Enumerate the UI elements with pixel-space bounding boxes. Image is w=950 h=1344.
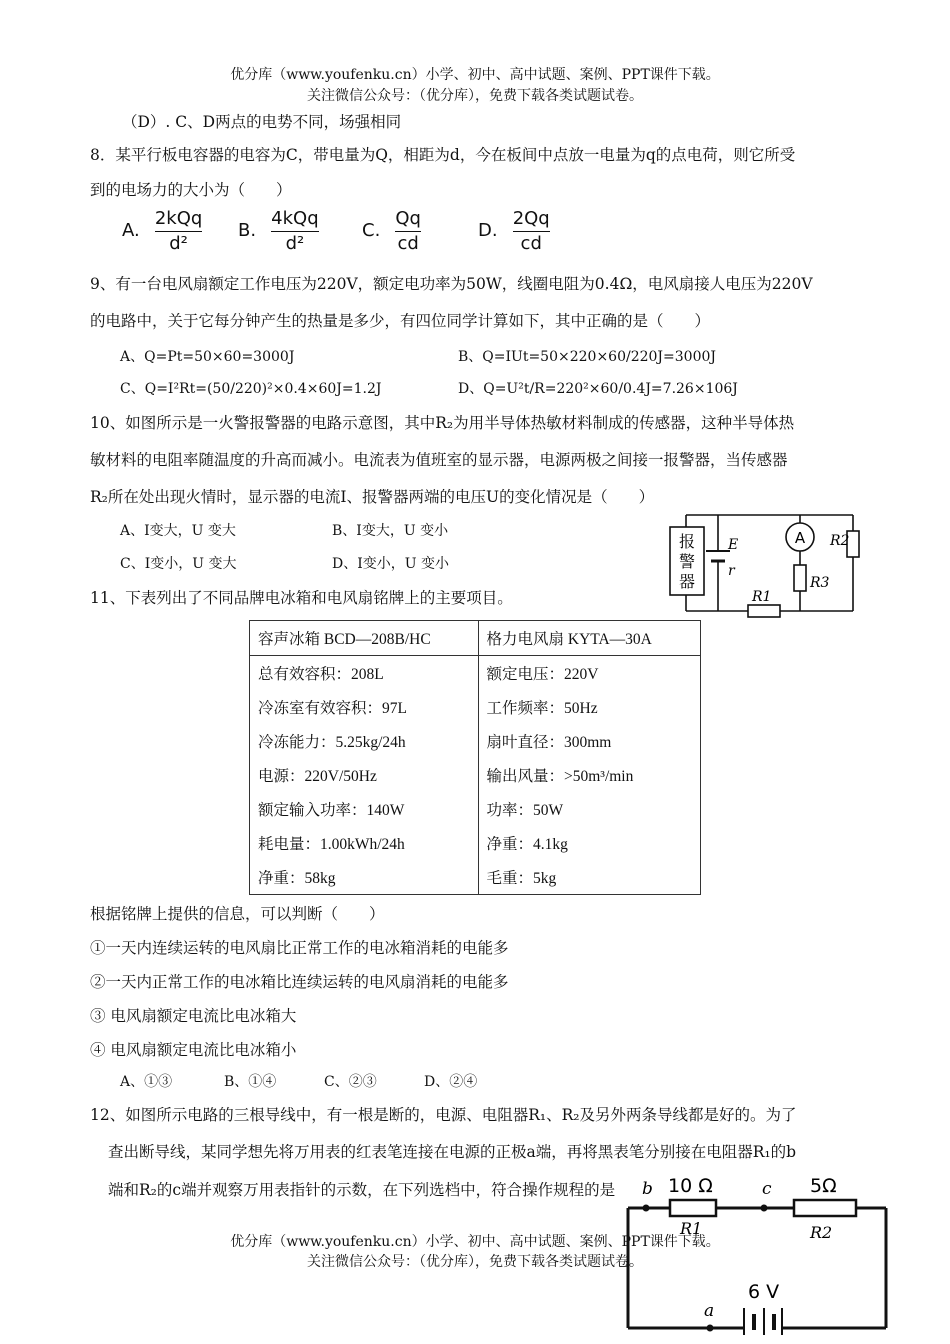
table-cell: 净重：58kg [250, 860, 479, 895]
table-cell: 净重：4.1kg [478, 826, 701, 860]
fire-alarm-circuit-diagram [648, 505, 873, 620]
table-cell: 额定输入功率：140W [250, 792, 479, 826]
q11-statement-4: ④ 电风扇额定电流比电冰箱小 [90, 1041, 297, 1059]
q9-line-1: 9、有一台电风扇额定工作电压为220V，额定电功率为50W，线圈电阻为0.4Ω，电风扇接人电压为220V [90, 275, 813, 293]
q11-question: 根据铭牌上提供的信息，可以判断（ ） [90, 905, 385, 923]
table-row [250, 860, 701, 895]
alarm-char-2: 警 [678, 552, 696, 571]
q8-option-c-num: Qq [395, 208, 421, 229]
q8-option-b-label: B. [238, 220, 257, 241]
r1-resistor [748, 605, 780, 617]
node-b [643, 1205, 650, 1212]
q8-option-c [362, 210, 421, 253]
node-c [761, 1205, 768, 1212]
q10-option-a: A、I变大，U 变大 [120, 523, 236, 539]
node-c-label: c [762, 1179, 772, 1199]
q11-option-d: D、②④ [424, 1074, 478, 1090]
table-cell: 扇叶直径：300mm [478, 724, 701, 758]
table-cell: 冷冻能力：5.25kg/24h [250, 724, 479, 758]
q10-line-1: 10、如图所示是一火警报警器的电路示意图，其中R₂为用半导体热敏材料制成的传感器，这种半导体热 [90, 414, 795, 432]
alarm-char-1: 报 [678, 532, 696, 551]
node-a-label: a [704, 1301, 715, 1321]
table-header-fan: 格力电风扇 KYTA—30A [478, 621, 701, 656]
q11-intro: 11、下表列出了不同品牌电冰箱和电风扇铭牌上的主要项目。 [90, 589, 513, 607]
q8-option-a [122, 210, 202, 253]
table-cell: 电源：220V/50Hz [250, 758, 479, 792]
table-cell: 额定电压：220V [478, 656, 701, 691]
header-line-2: 关注微信公众号：（优分库），免费下载各类试题试卷。 [307, 88, 643, 104]
table-cell: 工作频率：50Hz [478, 690, 701, 724]
q11-statement-1: ①一天内连续运转的电风扇比正常工作的电冰箱消耗的电能多 [90, 939, 509, 957]
emf-label: E [728, 537, 739, 553]
r2-label: R2 [810, 1223, 833, 1242]
r3-label: R3 [810, 575, 830, 591]
q10-option-c: C、I变小，U 变大 [120, 556, 237, 572]
r2-value-label: 5Ω [810, 1175, 837, 1197]
q10-option-b: B、I变大，U 变小 [332, 523, 449, 539]
q10-line-2: 敏材料的电阻率随温度的升高而减小。电流表为值班室的显示器，电源两极之间接一报警器，当传感器 [90, 451, 788, 469]
r1-label: R1 [680, 1219, 703, 1238]
r2-resistor [794, 1200, 856, 1216]
table-cell: 毛重：5kg [478, 860, 701, 895]
q12-line-1: 12、如图所示电路的三根导线中，有一根是断的，电源、电阻器R₁、R₂及另外两条导线都是好的。为了 [90, 1106, 797, 1124]
q8-option-b-den: d² [285, 233, 305, 254]
q8-option-b-num: 4kQq [271, 208, 319, 229]
internal-resistance-label: r [728, 563, 735, 579]
q12-line-3: 端和R₂的c端并观察万用表指针的示数，在下列选档中，符合操作规程的是 [108, 1181, 616, 1199]
q8-option-b [238, 210, 319, 253]
q9-line-2: 的电路中，关于它每分钟产生的热量是多少，有四位同学计算如下，其中正确的是（ ） [90, 312, 711, 330]
footer-line-1: 优分库（www.youfenku.cn）小学、初中、高中试题、案例、PPT课件下载。 [230, 1234, 720, 1250]
table-row [250, 656, 701, 691]
table-cell: 输出风量：>50m³/min [478, 758, 701, 792]
node-b-label: b [642, 1179, 653, 1199]
table-row [250, 690, 701, 724]
r1-value-label: 10 Ω [668, 1175, 713, 1197]
q9-option-c: C、Q=I²Rt=(50/220)²×0.4×60J=1.2J [120, 381, 382, 397]
r3-resistor [794, 565, 806, 591]
r1-resistor [670, 1200, 716, 1216]
alarm-char-3: 器 [678, 572, 696, 591]
q8-option-c-den: cd [397, 233, 419, 254]
table-header-fridge: 容声冰箱 BCD—208B/HC [250, 621, 479, 656]
q11-option-c: C、②③ [324, 1074, 377, 1090]
q11-statement-2: ②一天内正常工作的电冰箱比连续运转的电风扇消耗的电能多 [90, 973, 509, 991]
q9-option-b: B、Q=IUt=50×220×60/220J=3000J [458, 349, 717, 365]
node-a [707, 1325, 714, 1332]
q8-option-d-den: cd [520, 233, 542, 254]
header-line-1: 优分库（www.youfenku.cn）小学、初中、高中试题、案例、PPT课件下载。 [230, 67, 720, 83]
battery-voltage-label: 6 V [748, 1281, 780, 1303]
spec-table [249, 620, 701, 895]
table-row [250, 792, 701, 826]
q7-option-d: （D）. C、D两点的电势不同，场强相同 [122, 113, 402, 131]
q8-option-d [478, 210, 550, 253]
q8-line-2: 到的电场力的大小为（ ） [90, 181, 292, 199]
table-cell: 总有效容积：208L [250, 656, 479, 691]
table-cell: 冷冻室有效容积：97L [250, 690, 479, 724]
q12-line-2: 查出断导线，某同学想先将万用表的红表笔连接在电源的正极a端，再将黑表笔分别接在电阻器R₁的b [108, 1143, 797, 1161]
table-cell: 功率：50W [478, 792, 701, 826]
table-header-row [250, 621, 701, 656]
table-cell: 耗电量：1.00kWh/24h [250, 826, 479, 860]
q11-statement-3: ③ 电风扇额定电流比电冰箱大 [90, 1007, 297, 1025]
ammeter-label: A [794, 529, 806, 547]
battery-symbol [744, 1308, 782, 1335]
r2-label: R2 [830, 533, 850, 549]
q9-option-d: D、Q=U²t/R=220²×60/0.4J=7.26×106J [458, 381, 738, 397]
q10-line-3: R₂所在处出现火情时，显示器的电流I、报警器两端的电压U的变化情况是（ ） [90, 488, 655, 506]
q8-option-a-num: 2kQq [154, 208, 203, 229]
q8-option-a-label: A. [122, 220, 140, 241]
footer-line-2: 关注微信公众号：（优分库），免费下载各类试题试卷。 [307, 1254, 643, 1270]
q9-option-a: A、Q=Pt=50×60=3000J [120, 349, 295, 365]
q10-option-d: D、I变小，U 变小 [332, 556, 450, 572]
q8-option-c-label: C. [362, 220, 381, 241]
table-row [250, 724, 701, 758]
q11-option-a: A、①③ [120, 1074, 173, 1090]
table-row [250, 758, 701, 792]
q8-option-d-num: 2Qq [512, 208, 550, 229]
r1-label: R1 [752, 589, 772, 605]
q8-option-a-den: d² [169, 233, 188, 254]
q8-line-1: 8．某平行板电容器的电容为C，带电量为Q，相距为d，今在板间中点放一电量为q的点电荷，则它所受 [90, 146, 796, 164]
q11-option-b: B、①④ [224, 1074, 277, 1090]
table-row [250, 826, 701, 860]
q8-option-d-label: D. [478, 220, 498, 241]
